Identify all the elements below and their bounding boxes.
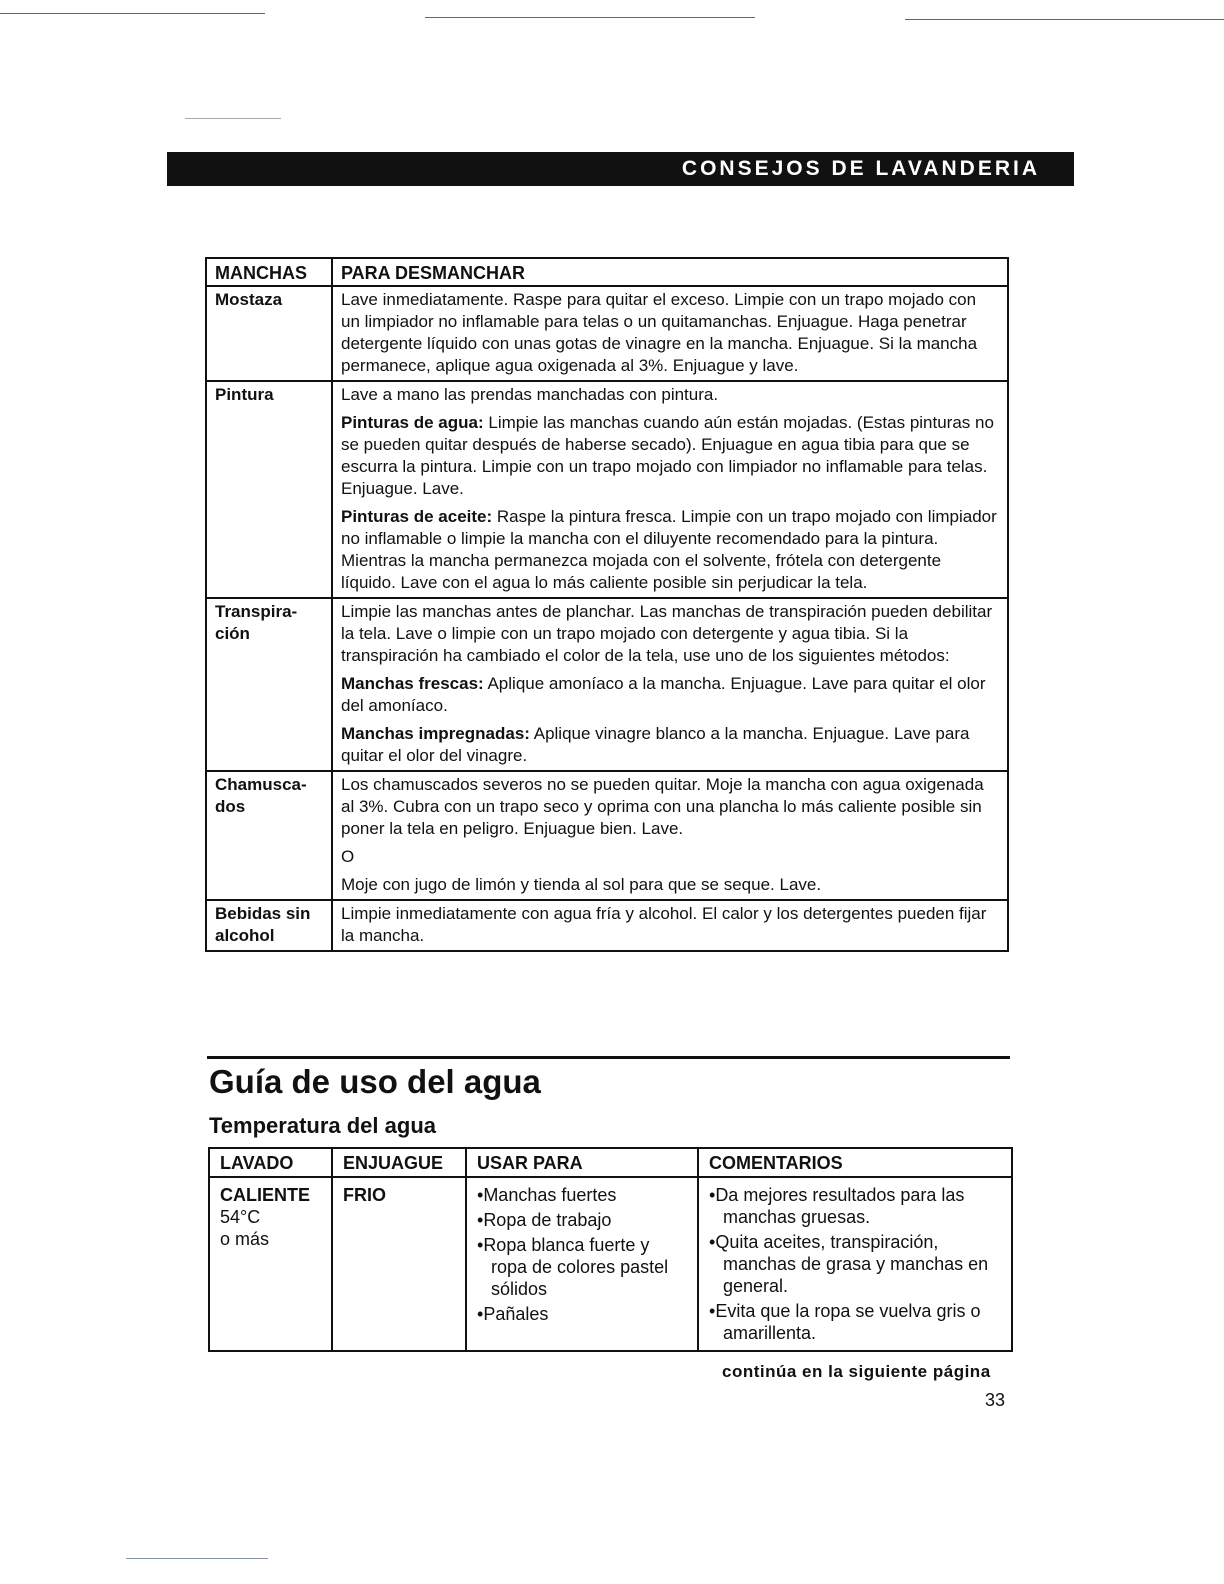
wash-temperature-note: o más xyxy=(220,1229,270,1249)
instruction-text: Aplique amoníaco a la mancha. Enjuague. Lave para quitar el olor del amoníaco. xyxy=(341,674,986,715)
section-header: CONSEJOS DE LAVANDERIA xyxy=(167,152,1074,186)
stain-name: Transpira-ción xyxy=(206,598,332,771)
table-row xyxy=(206,771,1008,900)
comment-item: • Da mejores resultados para las manchas gruesas. xyxy=(709,1184,1001,1228)
stain-instructions xyxy=(332,381,1008,598)
instruction-paragraph xyxy=(341,874,999,896)
instruction-text: Moje con jugo de limón y tienda al sol para que se seque. Lave. xyxy=(341,875,822,894)
use-for-item: • Pañales xyxy=(477,1303,687,1325)
scan-line xyxy=(905,19,1224,20)
comment-item: • Quita aceites, transpiración, manchas de grasa y manchas en general. xyxy=(709,1231,1001,1297)
instruction-text: Limpie las manchas antes de planchar. Las manchas de transpiración pueden debilitar la tela. Lave o limpie con un trapo mojado con detergente y agua tibia. Si la transpiración ha cambiado el color de la tela, use uno de los siguientes métodos: xyxy=(341,602,993,665)
use-for-item: • Ropa blanca fuerte y ropa de colores pastel sólidos xyxy=(477,1234,687,1300)
method-label: Manchas impregnadas: xyxy=(341,724,530,743)
instruction-text: O xyxy=(341,847,355,866)
section-divider xyxy=(207,1056,1010,1059)
page-title: Guía de uso del agua xyxy=(209,1063,541,1100)
use-for-item: • Ropa de trabajo xyxy=(477,1209,687,1231)
instruction-paragraph xyxy=(341,384,999,406)
comment-item: • Evita que la ropa se vuelva gris o amarillenta. xyxy=(709,1300,1001,1344)
column-header-removal: PARA DESMANCHAR xyxy=(332,258,1008,286)
column-header-rinse: ENJUAGUE xyxy=(332,1148,466,1177)
method-label: Pinturas de agua: xyxy=(341,413,484,432)
use-for-item: • Manchas fuertes xyxy=(477,1184,687,1206)
stain-removal-table xyxy=(205,257,1009,952)
table-header-row xyxy=(206,258,1008,286)
instruction-paragraph xyxy=(341,723,999,767)
comments-cell xyxy=(698,1177,1012,1351)
instruction-text: Raspe la pintura fresca. Limpie con un trapo mojado con limpiador no inflamable o limpie la mancha con el diluyente recomendado para la pintura. Mientras la mancha permanezca mojada con el solvente, frótela con detergente líquido. Lave con el agua lo más caliente posible sin perjudicar la tela. xyxy=(341,507,997,592)
use-for-cell xyxy=(466,1177,698,1351)
continued-note: continúa en la siguiente página xyxy=(722,1362,991,1381)
stain-name: Mostaza xyxy=(206,286,332,381)
water-temperature-table xyxy=(208,1147,1013,1352)
table-header-row xyxy=(209,1148,1012,1177)
instruction-paragraph xyxy=(341,774,999,840)
stain-table-body xyxy=(206,286,1008,951)
use-for-list xyxy=(477,1184,687,1325)
rinse-cell: FRIO xyxy=(332,1177,466,1351)
stain-instructions xyxy=(332,286,1008,381)
section-subtitle: Temperatura del agua xyxy=(209,1113,436,1138)
instruction-paragraph xyxy=(341,412,999,500)
method-label: Manchas frescas: xyxy=(341,674,484,693)
table-row xyxy=(206,286,1008,381)
instruction-paragraph xyxy=(341,601,999,667)
scan-line xyxy=(185,118,281,119)
table-row xyxy=(206,381,1008,598)
instruction-text: Aplique vinagre blanco a la mancha. Enjuague. Lave para quitar el olor del vinagre. xyxy=(341,724,970,765)
instruction-paragraph xyxy=(341,846,999,868)
instruction-text: Los chamuscados severos no se pueden quitar. Moje la mancha con agua oxigenada al 3%. Cubra con un trapo seco y oprima con una plancha lo más caliente posible sin poner la tela en peligro. Enjuague bien. Lave. xyxy=(341,775,984,838)
stain-instructions xyxy=(332,598,1008,771)
instruction-paragraph xyxy=(341,289,999,377)
instruction-paragraph xyxy=(341,673,999,717)
column-header-wash: LAVADO xyxy=(209,1148,332,1177)
wash-label: CALIENTE xyxy=(220,1185,310,1205)
scan-line xyxy=(0,13,265,14)
stain-name: Bebidas sin alcohol xyxy=(206,900,332,951)
table-row xyxy=(206,900,1008,951)
comments-list xyxy=(709,1184,1001,1344)
instruction-paragraph xyxy=(341,903,999,947)
scan-line xyxy=(126,1558,268,1559)
column-header-use-for: USAR PARA xyxy=(466,1148,698,1177)
instruction-text: Lave inmediatamente. Raspe para quitar el exceso. Limpie con un trapo mojado con un limpiador no inflamable para telas o un quitamanchas. Enjuague. Haga penetrar detergente líquido con unas gotas de vinagre en la mancha. Enjuague. Si la mancha permanece, aplique agua oxigenada al 3%. Enjuague y lave. xyxy=(341,290,978,375)
wash-cell xyxy=(209,1177,332,1351)
instruction-text: Lave a mano las prendas manchadas con pintura. xyxy=(341,385,719,404)
table-row xyxy=(206,598,1008,771)
table-row xyxy=(209,1177,1012,1351)
instruction-text: Limpie inmediatamente con agua fría y alcohol. El calor y los detergentes pueden fijar la mancha. xyxy=(341,904,987,945)
stain-name: Chamusca-dos xyxy=(206,771,332,900)
wash-temperature: 54°C xyxy=(220,1207,261,1227)
page-number: 33 xyxy=(985,1390,1006,1410)
column-header-stains: MANCHAS xyxy=(206,258,332,286)
column-header-comments: COMENTARIOS xyxy=(698,1148,1012,1177)
stain-instructions xyxy=(332,771,1008,900)
stain-name: Pintura xyxy=(206,381,332,598)
scan-line xyxy=(425,17,755,18)
instruction-paragraph xyxy=(341,506,999,594)
method-label: Pinturas de aceite: xyxy=(341,507,493,526)
instruction-text: Limpie las manchas cuando aún están mojadas. (Estas pinturas no se pueden quitar después de haberse secado). Enjuague en agua tibia para que se escurra la pintura. Limpie con un trapo mojado con limpiador no inflamable para telas. Enjuague. Lave. xyxy=(341,413,994,498)
stain-instructions xyxy=(332,900,1008,951)
